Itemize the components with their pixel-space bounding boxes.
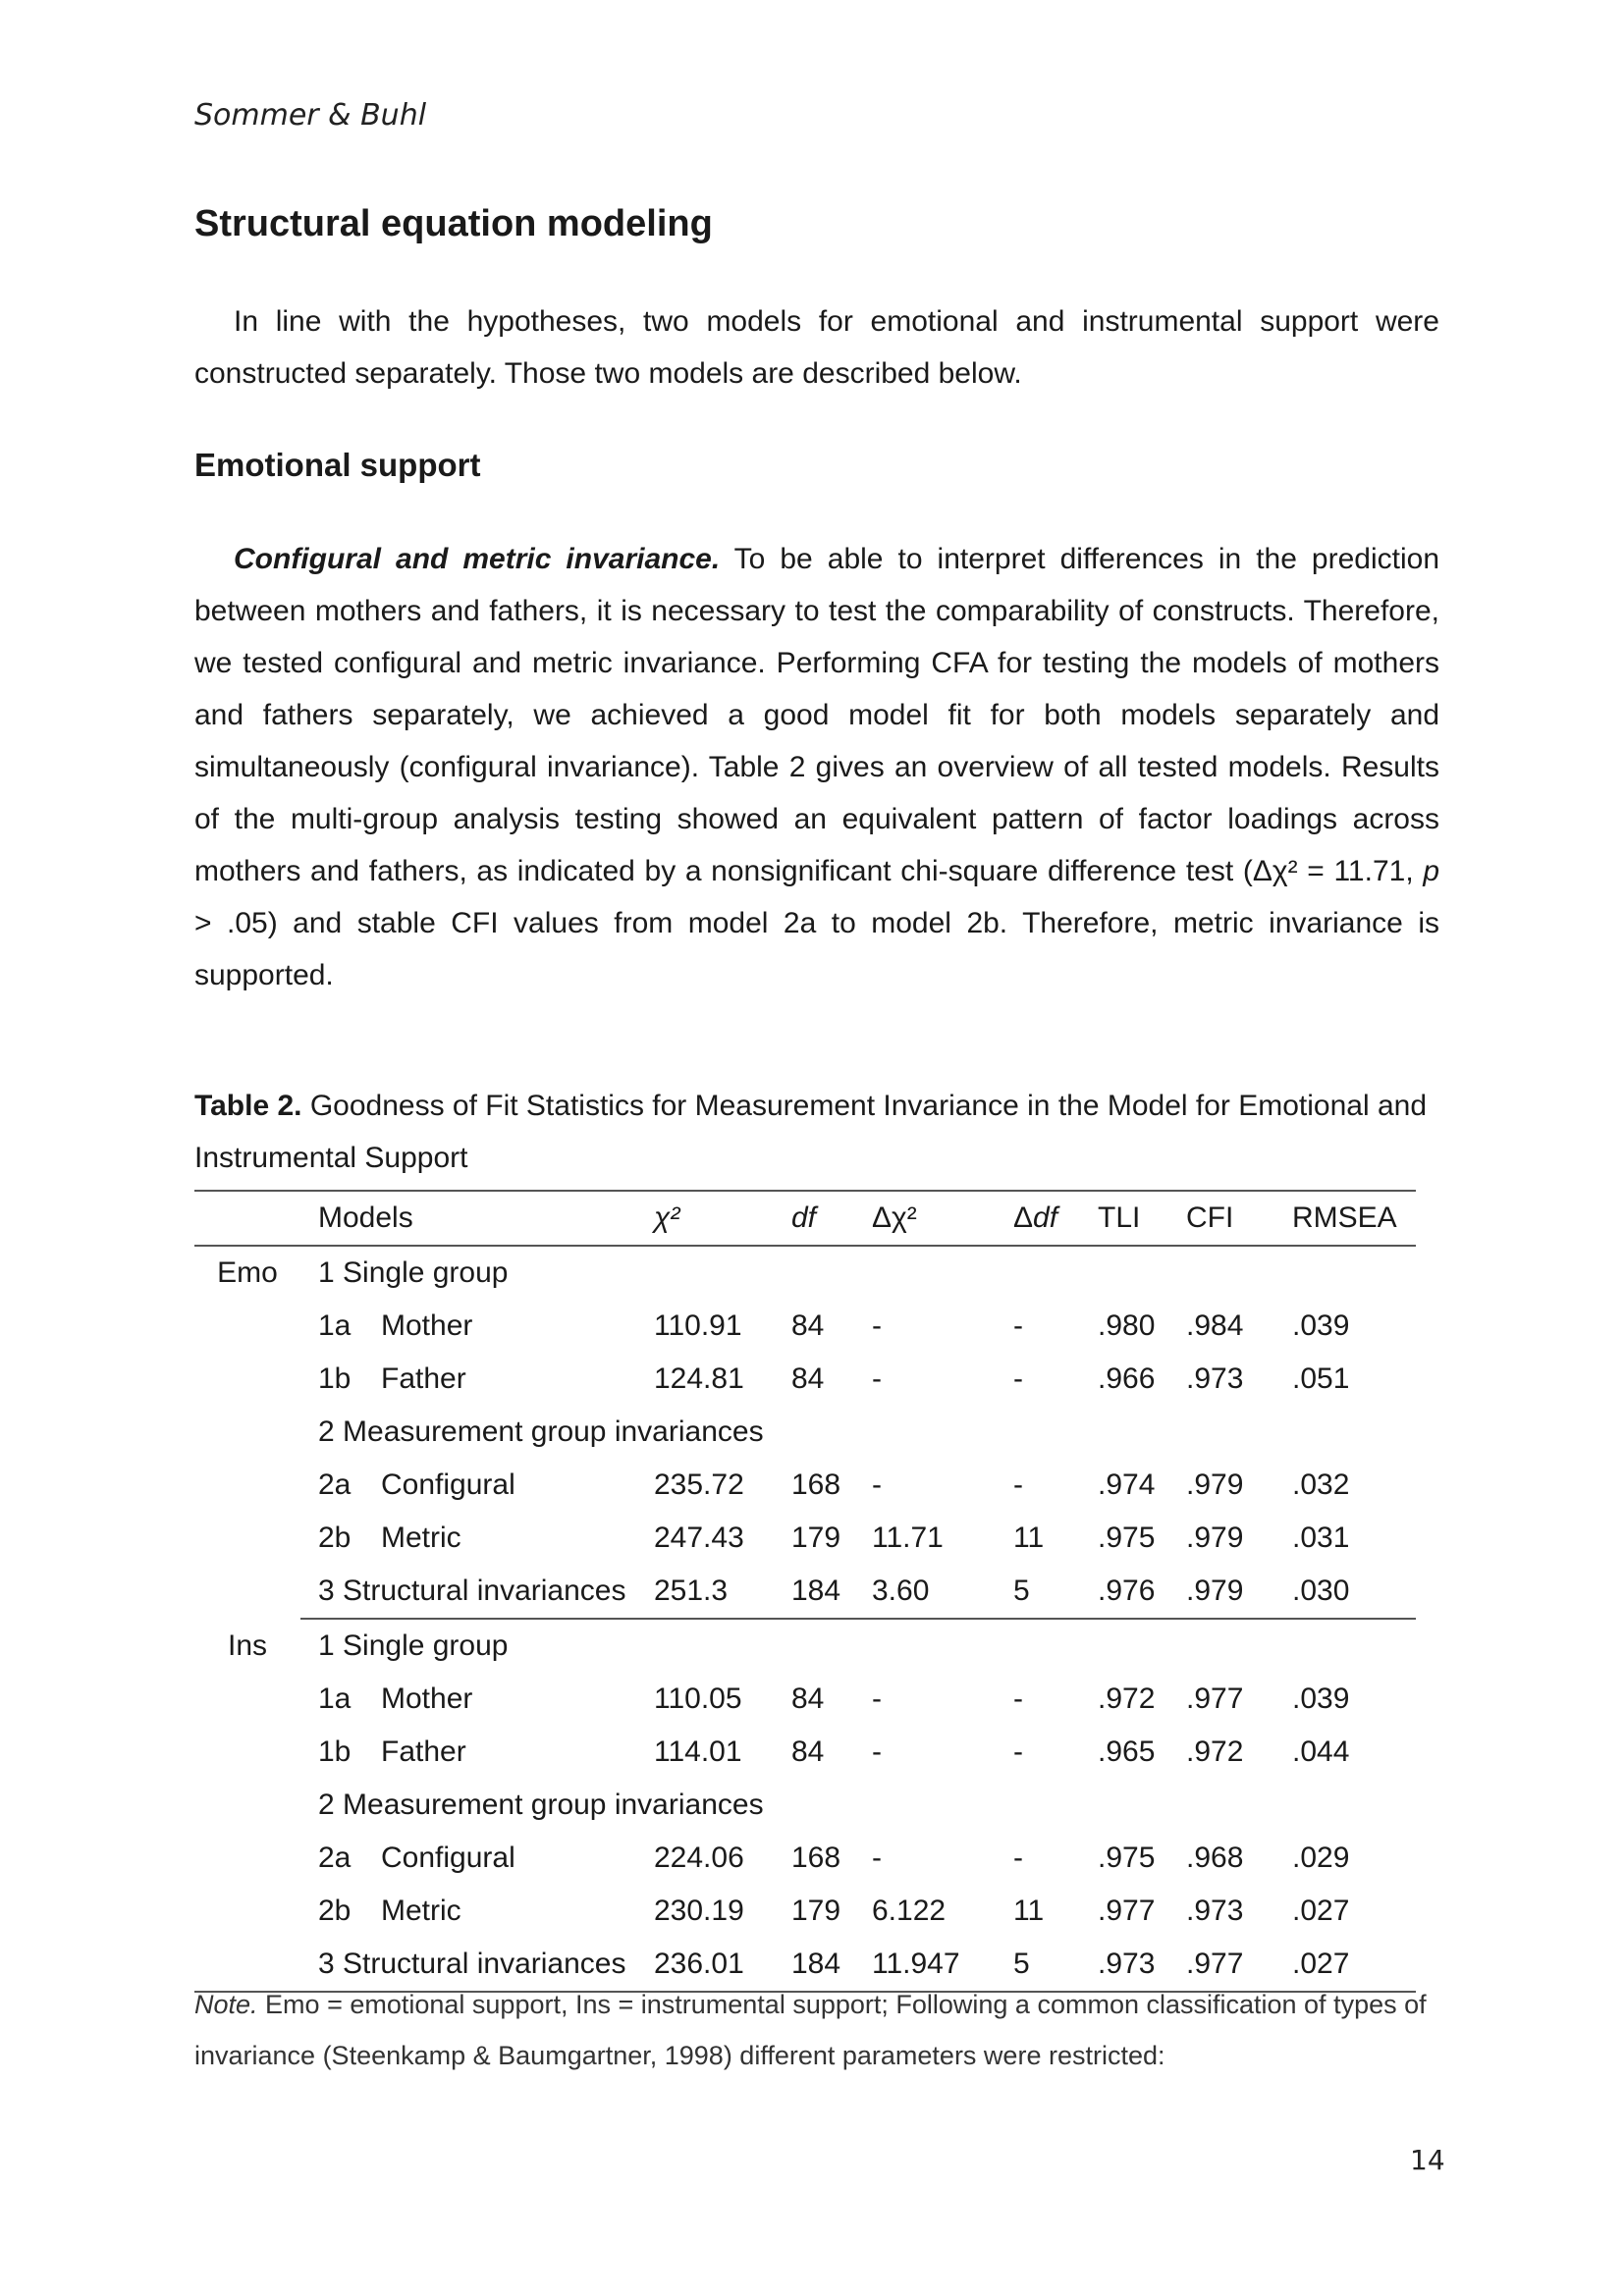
table-note-label: Note. xyxy=(194,1990,258,2019)
cell-chi2: 251.3 xyxy=(654,1575,729,1607)
cell-tli: .976 xyxy=(1098,1575,1156,1607)
header-cfi: CFI xyxy=(1186,1191,1292,1246)
cell-cfi: .977 xyxy=(1186,1682,1244,1715)
cell-df: 84 xyxy=(791,1682,825,1715)
cell-chi2: 224.06 xyxy=(654,1842,744,1874)
model-id: 2b xyxy=(318,1522,352,1554)
cell-delta-df: - xyxy=(1013,1842,1023,1874)
cell-tli: .966 xyxy=(1098,1362,1156,1395)
cell-chi2: 230.19 xyxy=(654,1895,744,1927)
cell-rmsea: .044 xyxy=(1292,1735,1350,1768)
model-id: 1b xyxy=(318,1735,352,1768)
table-row xyxy=(194,1512,1416,1565)
cell-delta-df: 5 xyxy=(1013,1575,1030,1607)
table-row xyxy=(194,1885,1416,1938)
intro-paragraph: In line with the hypotheses, two models for emotional and instrumental support were constructed separately. Those two models are described below. xyxy=(194,305,1439,390)
cell-tli: .973 xyxy=(1098,1938,1186,1992)
cell-df: 179 xyxy=(791,1522,841,1554)
cell-delta-chi2: - xyxy=(872,1842,882,1874)
cell-delta-chi2: 3.60 xyxy=(872,1575,930,1607)
table-row xyxy=(194,1353,1416,1406)
cell-delta-chi2: 6.122 xyxy=(872,1895,947,1927)
cell-rmsea: .031 xyxy=(1292,1522,1350,1554)
cell-chi2: 247.43 xyxy=(654,1522,744,1554)
cell-df: 84 xyxy=(791,1309,825,1342)
table-caption-label: Table 2. xyxy=(194,1090,302,1122)
body-text-1: To be able to interpret differences in the prediction between mothers and fathers, it is necessary to test the comparability of constructs. Therefore, we tested configural and metric invariance. Performing CFA for testing the models of mothers and fathers separately, we achieved a good model fit for both models separately and simultaneously (configural invariance). Table 2 gives an overview of all tested models. Results of the multi-group analysis testing showed an equivalent pattern of factor loadings across mothers and fathers, as indicated by a nonsignificant chi-square difference test (Δχ² = 11.71, xyxy=(194,543,1440,887)
model-name: Metric xyxy=(381,1895,461,1927)
cell-tli: .980 xyxy=(1098,1309,1156,1342)
cell-chi2: 110.05 xyxy=(654,1682,742,1715)
model-name: Father xyxy=(381,1735,466,1768)
header-rmsea: RMSEA xyxy=(1292,1191,1416,1246)
cell-df: 179 xyxy=(791,1895,841,1927)
model-id: 2a xyxy=(318,1842,352,1874)
cell-delta-df: 11 xyxy=(1013,1522,1045,1554)
cell-tli: .975 xyxy=(1098,1842,1156,1874)
cell-rmsea: .030 xyxy=(1292,1575,1350,1607)
table-row xyxy=(194,1832,1416,1885)
table-row xyxy=(194,1246,1416,1300)
model-name: Father xyxy=(381,1362,466,1395)
cell-cfi: .977 xyxy=(1186,1938,1292,1992)
header-chi2: χ² xyxy=(654,1191,791,1246)
cell-df: 184 xyxy=(791,1575,841,1607)
cell-delta-chi2: - xyxy=(872,1682,882,1715)
section-label: 2 Measurement group invariances xyxy=(318,1789,764,1821)
cell-tli: .972 xyxy=(1098,1682,1156,1715)
cell-chi2: 236.01 xyxy=(654,1938,791,1992)
table-row xyxy=(194,1406,1416,1459)
table-row xyxy=(194,1673,1416,1726)
p-symbol: p xyxy=(1423,855,1439,887)
table-row xyxy=(194,1300,1416,1353)
model-id: 1a xyxy=(318,1309,352,1342)
model-name: Configural xyxy=(381,1468,515,1501)
page-number: 14 xyxy=(1410,2144,1445,2176)
cell-delta-chi2: 11.947 xyxy=(872,1938,1013,1992)
cell-cfi: .968 xyxy=(1186,1842,1244,1874)
header-group xyxy=(194,1191,300,1246)
table-header-row xyxy=(194,1191,1416,1246)
group-label: Emo xyxy=(217,1256,278,1289)
subsection-title: Emotional support xyxy=(194,447,481,483)
table-note-text: Emo = emotional support, Ins = instrumental support; Following a common classification of types of invariance (Steenkamp & Baumgartner, 1998) different parameters were restricted: xyxy=(194,1990,1427,2070)
cell-rmsea: .027 xyxy=(1292,1895,1350,1927)
table-caption-text: Goodness of Fit Statistics for Measurement Invariance in the Model for Emotional and Instrumental Support xyxy=(194,1090,1428,1174)
running-head: Sommer & Buhl xyxy=(194,98,427,133)
header-tli: TLI xyxy=(1098,1191,1186,1246)
cell-cfi: .979 xyxy=(1186,1575,1244,1607)
section-title: Structural equation modeling xyxy=(194,203,713,244)
table-row xyxy=(194,1619,1416,1673)
section-label: 1 Single group xyxy=(318,1256,509,1289)
cell-cfi: .979 xyxy=(1186,1468,1244,1501)
cell-delta-chi2: - xyxy=(872,1468,882,1501)
table-row xyxy=(194,1459,1416,1512)
section-label: 2 Measurement group invariances xyxy=(318,1415,764,1448)
cell-rmsea: .032 xyxy=(1292,1468,1350,1501)
table-row xyxy=(194,1565,1416,1619)
cell-delta-df: - xyxy=(1013,1468,1023,1501)
cell-delta-df: 5 xyxy=(1013,1938,1098,1992)
body-paragraph xyxy=(194,533,1439,1001)
cell-chi2: 114.01 xyxy=(654,1735,742,1768)
section-label: 1 Single group xyxy=(300,1619,1416,1673)
cell-rmsea: .027 xyxy=(1292,1938,1416,1992)
cell-df: 84 xyxy=(791,1362,825,1395)
cell-chi2: 235.72 xyxy=(654,1468,744,1501)
table-caption xyxy=(194,1080,1439,1184)
cell-rmsea: .051 xyxy=(1292,1362,1350,1395)
cell-delta-chi2: 11.71 xyxy=(872,1522,944,1554)
model-id: 1b xyxy=(318,1362,352,1395)
cell-delta-df: 11 xyxy=(1013,1895,1045,1927)
cell-delta-chi2: - xyxy=(872,1735,882,1768)
cell-cfi: .984 xyxy=(1186,1309,1244,1342)
cell-tli: .975 xyxy=(1098,1522,1156,1554)
cell-cfi: .972 xyxy=(1186,1735,1244,1768)
cell-chi2: 110.91 xyxy=(654,1309,742,1342)
table-row xyxy=(194,1726,1416,1779)
cell-delta-chi2: - xyxy=(872,1309,882,1342)
header-delta-chi2: Δχ² xyxy=(872,1191,1013,1246)
body-text-2: > .05) and stable CFI values from model 2a to model 2b. Therefore, metric invariance is supported. xyxy=(194,907,1439,991)
cell-cfi: .979 xyxy=(1186,1522,1244,1554)
cell-delta-df: - xyxy=(1013,1309,1023,1342)
table-note xyxy=(194,1979,1439,2081)
cell-cfi: .973 xyxy=(1186,1362,1244,1395)
cell-df: 168 xyxy=(791,1842,841,1874)
model-id: 2a xyxy=(318,1468,352,1501)
section-label: 3 Structural invariances xyxy=(300,1938,654,1992)
model-id: 2b xyxy=(318,1895,352,1927)
cell-delta-df: - xyxy=(1013,1682,1023,1715)
model-name: Mother xyxy=(381,1682,473,1715)
model-name: Mother xyxy=(381,1309,473,1342)
cell-delta-chi2: - xyxy=(872,1362,882,1395)
cell-delta-df: - xyxy=(1013,1735,1023,1768)
cell-df: 168 xyxy=(791,1468,841,1501)
cell-tli: .977 xyxy=(1098,1895,1156,1927)
cell-rmsea: .029 xyxy=(1292,1842,1350,1874)
model-id: 1a xyxy=(318,1682,352,1715)
cell-chi2: 124.81 xyxy=(654,1362,744,1395)
cell-cfi: .973 xyxy=(1186,1895,1244,1927)
section-label: 3 Structural invariances xyxy=(318,1575,626,1607)
run-in-heading: Configural and metric invariance. xyxy=(234,543,721,575)
model-name: Metric xyxy=(381,1522,461,1554)
cell-delta-df: - xyxy=(1013,1362,1023,1395)
fit-statistics-table xyxy=(194,1190,1416,1993)
cell-tli: .965 xyxy=(1098,1735,1156,1768)
model-name: Configural xyxy=(381,1842,515,1874)
group-label: Ins xyxy=(227,1629,268,1662)
header-delta-df: Δdf xyxy=(1013,1191,1098,1246)
header-models: Models xyxy=(300,1191,654,1246)
table-row xyxy=(194,1779,1416,1832)
cell-tli: .974 xyxy=(1098,1468,1156,1501)
header-df: df xyxy=(791,1191,872,1246)
cell-rmsea: .039 xyxy=(1292,1309,1350,1342)
cell-df: 84 xyxy=(791,1735,825,1768)
cell-rmsea: .039 xyxy=(1292,1682,1350,1715)
cell-df: 184 xyxy=(791,1938,872,1992)
